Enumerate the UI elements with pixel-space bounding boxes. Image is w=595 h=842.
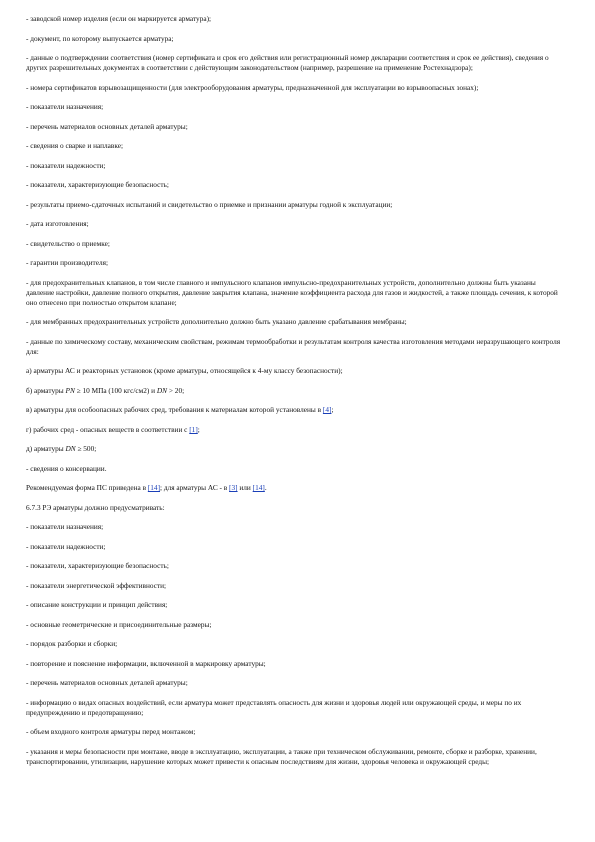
list-item: - порядок разборки и сборки; [26,639,118,648]
list-item: - номера сертификатов взрывозащищенности (для электрооборудования арматуры, предназначенной для эксплуатации во взрывоопасных зонах); [26,82,479,92]
text-fragment: ; [197,424,200,434]
list-item: - показатели назначения; [26,522,104,531]
text-fragment: д) арматуры [26,444,66,453]
text-fragment: PN [65,385,75,395]
list-item: - гарантии производителя; [26,258,108,267]
list-item: - показатели назначения; [26,102,104,111]
list-item [26,386,565,396]
text-fragment: > 20; [167,385,185,395]
list-item: - свидетельство о приемке; [26,238,110,248]
list-item: - показатели надежности; [26,541,106,551]
list-item: - повторение и пояснение информации, включенной в маркировку арматуры; [26,658,266,668]
list-item: - перечень материалов основных деталей арматуры; [26,121,188,131]
reference-link[interactable]: [1] [189,424,198,434]
reference-link[interactable]: [14] [147,483,161,492]
list-item: - основные геометрические и присоединительные размеры; [26,619,212,629]
list-item [26,425,565,435]
list-item: а) арматуры АС и реакторных установок (кроме арматуры, относящейся к 4-му классу безопасности); [26,366,343,375]
text-fragment: г) рабочих сред - опасных веществ в соответствии с [26,424,190,434]
text-fragment: в) арматуры для особоопасных рабочих сред, требования к материалам которой установлены в [26,405,323,414]
list-item: - показатели энергетической эффективности; [26,580,167,590]
list-item: - для мембранных предохранительных устройств дополнительно должно быть указано давление срабатывания мембраны; [26,317,407,326]
list-item: - данные о подтверждении соответствия (номер сертификата и срок его действия или регистрационный номер декларации соответствия и срок ее действия), сведения о других разрешительных документах в соответствии с действующим законодательством (например, разрешение на применение Ростехнадзора); [26,53,549,72]
list-item: - перечень материалов основных деталей арматуры; [26,678,188,687]
list-item: - результаты приемо-сдаточных испытаний и свидетельство о приемке и признании арматуры годной к эксплуатации; [26,199,393,209]
reference-link[interactable]: [14] [252,483,265,492]
list-item: - указания и меры безопасности при монтаже, вводе в эксплуатацию, эксплуатации, а также при техническом обслуживании, ремонте, сборке и разборке, хранении, транспортировании, утилизации, нарушение которых может привести к опасным последствиям для жизни, здоровья человека и окружающей среды; [26,746,537,766]
list-item: - показатели надежности; [26,160,106,170]
text-fragment: ; [331,405,334,414]
reference-link[interactable]: [3] [229,483,238,492]
list-item: - дата изготовления; [26,219,89,228]
list-item: - сведения о сварке и наплавке; [26,141,123,150]
list-item: - документ, по которому выпускается арматура; [26,33,174,43]
list-item: - сведения о консервации. [26,463,107,473]
text-fragment: ; для арматуры АС - в [160,483,230,492]
text-fragment: Рекомендуемая форма ПС приведена в [26,483,148,492]
list-item: - показатели, характеризующие безопасность; [26,180,169,189]
text-fragment: DN [156,385,168,395]
text-fragment: или [237,483,253,492]
text-fragment: ≥ 500; [75,444,97,453]
text-fragment: б) арматуры [26,385,66,395]
list-item: - показатели, характеризующие безопасность; [26,561,169,570]
list-item: - описание конструкции и принцип действия; [26,600,168,609]
list-item: - информацию о видах опасных воздействий, если арматура может представлять опасность для жизни и здоровья людей или окружающей среды, и меры по их предупреждению и предотвращению; [26,697,522,717]
reference-paragraph [26,483,565,493]
section-heading: 6.7.3 РЭ арматуры должно предусматривать: [26,502,165,512]
list-item: - для предохранительных клапанов, в том числе главного и импульсного клапанов импульсно-предохранительных устройств, дополнительно должны быть указаны давление настройки, давление полного открытия, давление закрытия клапана, значение коэффициента расхода для газов и жидкостей, а также площадь сечения, к которой оно отнесено при полностью открытом клапане; [26,277,558,307]
text-fragment: ≥ 10 МПа (100 кгс/см2) и [74,385,157,395]
list-item [26,405,565,415]
reference-link[interactable]: [4] [322,405,332,414]
text-fragment: . [264,483,267,492]
list-item: - объем входного контроля арматуры перед монтажом; [26,727,196,736]
list-item: - заводской номер изделия (если он маркируется арматура); [26,14,212,23]
list-item [26,444,565,454]
text-fragment: DN [65,444,76,453]
list-item: - данные по химическому составу, механическим свойствам, режимам термообработки и результатам контроля качества изготовления методами неразрушающего контроля для: [26,336,561,356]
